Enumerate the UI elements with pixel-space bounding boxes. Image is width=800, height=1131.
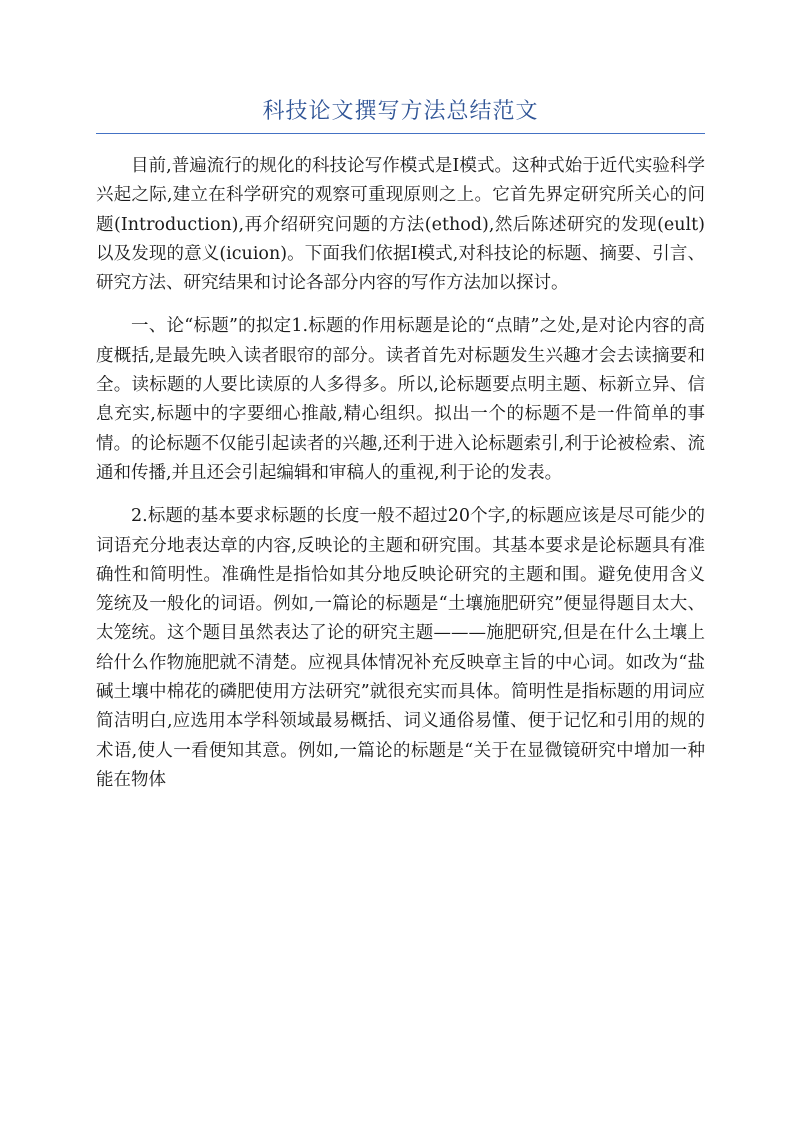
paragraph-title-drafting: 一、论“标题”的拟定1.标题的作用标题是论的“点睛”之处,是对论内容的高度概括,是最先映入读者眼帘的部分。读者首先对标题发生兴趣才会去读摘要和全。读标题的人要比读原的人多得多。所以,论标题要点明主题、标新立异、信息充实,标题中的字要细心推敲,精心组织。拟出一个的标题不是一件简单的事情。的论标题不仅能引起读者的兴趣,还利于进入论标题索引,利于论被检索、流通和传播,并且还会引起编辑和审稿人的重视,利于论的发表。: [96, 316, 705, 483]
document-title: 科技论文撰写方法总结范文: [262, 99, 539, 124]
document-body: [96, 152, 705, 809]
paragraph-title-requirements: 2.标题的基本要求标题的长度一般不超过20个字,的标题应该是尽可能少的词语充分地表达章的内容,反映论的主题和研究围。其基本要求是论标题具有准确性和简明性。准确性是指恰如其分地反映论研究的主题和围。避免使用含义笼统及一般化的词语。例如,一篇论的标题是“土壤施肥研究”便显得题目太大、太笼统。这个题目虽然表达了论的研究主题———施肥研究,但是在什么土壤上给什么作物施肥就不清楚。应视具体情况补充反映章主旨的中心词。如改为“盐碱土壤中棉花的磷肥使用方法研究”就很充实而具体。简明性是指标题的用词应简洁明白,应选用本学科领域最易概括、词义通俗易懂、便于记忆和引用的规的术语,使人一看便知其意。例如,一篇论的标题是“关于在显微镜研究中增加一种能在物体: [96, 506, 705, 790]
paragraph-intro: 目前,普遍流行的规化的科技论写作模式是I模式。这种式始于近代实验科学兴起之际,建立在科学研究的观察可重现原则之上。它首先界定研究所关心的问题(Introduction),再介绍研究问题的方法(ethod),然后陈述研究的发现(eult)以及发现的意义(icuion)。下面我们依据I模式,对科技论的标题、摘要、引言、研究方法、研究结果和讨论各部分内容的写作方法加以探讨。: [96, 156, 705, 294]
title-underline: [96, 133, 705, 134]
